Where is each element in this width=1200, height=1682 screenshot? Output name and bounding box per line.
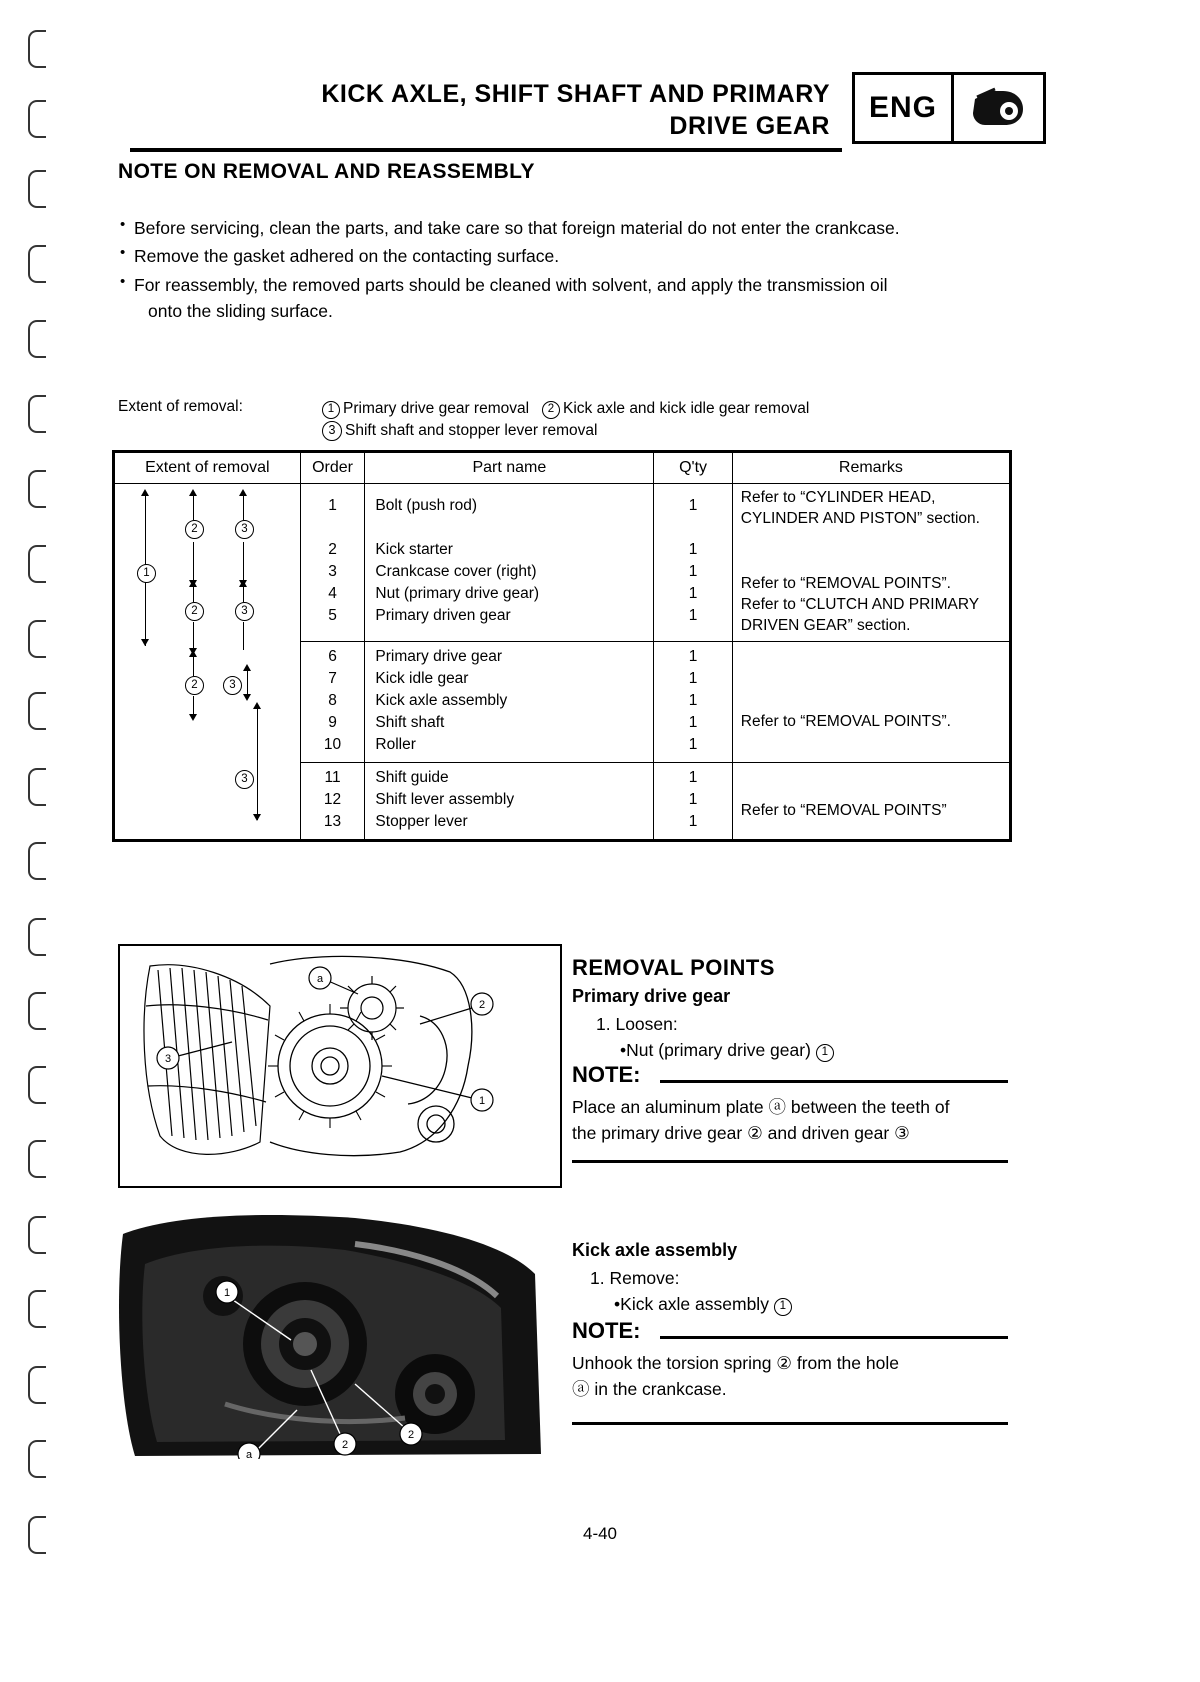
qty-list: 1 1 1 1 1 [688,647,698,753]
legend-circle-3: 3 [322,421,342,441]
note-body-2: Unhook the torsion spring ② from the hole ⓐ in the crankcase. [572,1353,899,1400]
part-name-list: Shift guide Shift lever assembly Stopper lever [375,768,515,830]
extent-marker-2a: 2 [185,520,204,539]
extent-marker-2b: 2 [185,602,204,621]
order-list: 1 2 3 4 5 [328,497,337,625]
qty-cell-group2 [654,641,732,762]
table-header-row [114,452,1011,484]
col-remarks: Remarks [732,452,1010,484]
extent-marker-3b: 3 [235,602,254,621]
col-extent-of-removal: Extent of removal [114,452,301,484]
piston-icon [954,87,1043,129]
remarks-cell-group2 [732,641,1010,762]
extent-marker-1: 1 [137,564,156,583]
list-item-continuation: onto the sliding surface. [148,300,333,321]
extent-of-removal-legend [322,398,1022,443]
note-rule-2 [660,1336,1008,1339]
order-cell-group3 [300,762,365,840]
svg-text:a: a [245,1449,253,1459]
legend-circle-1: 1 [322,401,340,419]
removal-notes-list [120,215,1020,326]
part-cell-group3 [365,762,654,840]
callout-circle-1: 1 [816,1044,834,1062]
page-title [130,78,830,142]
page-title-line2: DRIVE GEAR [669,112,830,140]
kick-axle-subtitle: Kick axle assembly [572,1240,738,1260]
figure-primary-drive-gear [118,944,562,1188]
list-item: • Before servicing, clean the parts, and take care so that foreign material do not enter the crankcase. [120,215,1020,241]
order-cell-group1 [300,484,365,642]
header-rule [130,148,842,152]
svg-text:2: 2 [407,1429,415,1441]
extent-marker-2c: 2 [185,676,204,695]
legend-text-2: Kick axle and kick idle gear removal [562,400,810,417]
remarks-cell-group3 [732,762,1010,840]
binder-hole-marks [24,20,50,1660]
svg-text:2: 2 [478,999,486,1011]
note-label-2: NOTE: [572,1318,641,1343]
kick-axle-step: 1. Remove: [590,1268,680,1288]
extent-of-removal-label: Extent of removal: [118,398,243,415]
note-rule-1 [660,1080,1008,1083]
svg-text:a: a [316,973,324,985]
svg-text:3: 3 [164,1053,172,1065]
section-divider-1 [572,1160,1008,1163]
col-qty: Q'ty [654,452,732,484]
extent-marker-3c: 3 [223,676,242,695]
svg-text:1: 1 [223,1287,231,1299]
section-divider-2 [572,1422,1008,1425]
legend-text-1: Primary drive gear removal [343,400,530,417]
col-order: Order [300,452,365,484]
kick-axle-item: •Kick axle assembly 1 [614,1294,795,1316]
qty-list: 1 1 1 [688,768,698,830]
primary-drive-gear-subtitle: Primary drive gear [572,986,731,1006]
list-item: • Remove the gasket adhered on the contacting surface. [120,243,1020,269]
part-cell-group2 [365,641,654,762]
remarks-text: Refer to “REMOVAL POINTS” [740,802,947,820]
table-row [114,484,1011,642]
list-item: • For reassembly, the removed parts should be cleaned with solvent, and apply the transmission oil onto the sliding surface. [120,272,1020,325]
note-body-1: Place an aluminum plate ⓐ between the teeth of the primary drive gear ② and driven gear ③ [572,1097,950,1144]
figure-kick-axle-photo [105,1204,560,1459]
legend-text-3: Shift shaft and stopper lever removal [345,422,598,440]
part-name-list: Primary drive gear Kick idle gear Kick axle assembly Shift shaft Roller [375,647,508,753]
remarks-cell-group1 [732,484,1010,642]
eng-chapter-badge [852,72,1046,144]
page-title-line1: KICK AXLE, SHIFT SHAFT AND PRIMARY [321,80,830,108]
note-label-1: NOTE: [572,1062,641,1087]
order-list: 6 7 8 9 10 [323,647,342,753]
svg-text:1: 1 [478,1095,486,1107]
primary-drive-gear-step: 1. Loosen: [596,1014,678,1034]
page-header [130,78,1140,156]
extent-marker-3d: 3 [235,770,254,789]
extent-diagram-cell [114,484,301,841]
qty-cell-group3 [654,762,732,840]
primary-drive-gear-item: •Nut (primary drive gear) 1 [620,1040,837,1062]
remarks-text: Refer to “REMOVAL POINTS”. [740,713,951,731]
page-number: 4-40 [582,1524,618,1543]
qty-cell-group1 [654,484,732,642]
order-list: 11 12 13 [323,768,342,830]
eng-label: ENG [868,91,937,124]
part-name-list: Bolt (push rod) Kick starter Crankcase cover (right) Nut (primary drive gear) Primary driven gear [375,497,540,625]
part-cell-group1 [365,484,654,642]
extent-diagram [115,484,300,836]
col-part-name: Part name [365,452,654,484]
qty-list: 1 1 1 1 1 [688,497,698,625]
extent-marker-3a: 3 [235,520,254,539]
callout-circle-1b: 1 [774,1298,792,1316]
removal-procedure-table [112,450,1012,842]
legend-circle-2: 2 [542,401,560,419]
order-cell-group2 [300,641,365,762]
removal-points-title: REMOVAL POINTS [572,955,775,980]
remarks-list: Refer to “CYLINDER HEAD, CYLINDER AND PISTON” section. Refer to “REMOVAL POINTS”. Refer to “CLUTCH AND PRIMARY DRIVEN GEAR” section. [740,489,980,634]
section-title: NOTE ON REMOVAL AND REASSEMBLY [118,160,535,183]
svg-text:2: 2 [341,1439,349,1451]
